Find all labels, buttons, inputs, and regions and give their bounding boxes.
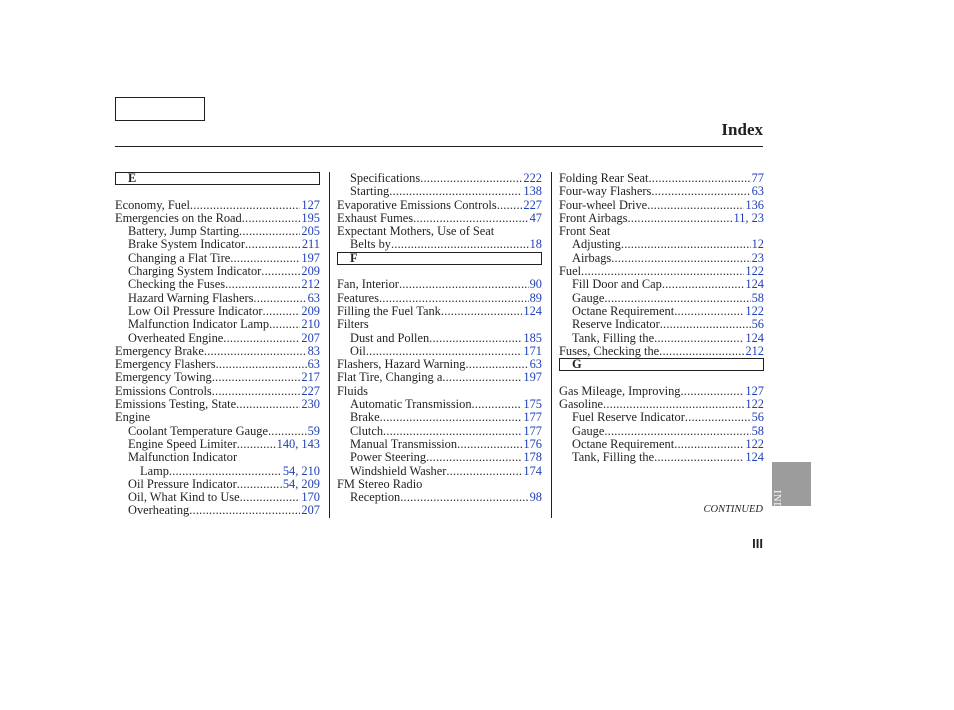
entry-term: Power Steering [350, 450, 427, 465]
column-divider [329, 172, 330, 518]
entry-term: Emergency Brake [115, 343, 204, 358]
dot-leader [628, 212, 733, 225]
index-entry[interactable] [115, 252, 320, 265]
dot-leader [581, 265, 744, 278]
entry-term: Expectant Mothers, Use of Seat [337, 224, 495, 239]
page-link[interactable]: 178 [523, 450, 542, 465]
dot-leader [648, 172, 750, 185]
page-link[interactable]: 59 [307, 423, 320, 438]
page-link[interactable]: 124 [523, 303, 542, 318]
entry-term: Front Seat [559, 224, 611, 239]
index-entry [559, 225, 764, 238]
entry-term: Front Airbags [559, 210, 628, 225]
dot-leader [389, 185, 522, 198]
side-tab-label: INDEX [771, 490, 782, 526]
entry-term: Engine [115, 410, 151, 425]
page-link[interactable]: 212 [745, 343, 764, 358]
entry-term: Low Oil Pressure Indicator [128, 303, 263, 318]
index-entry[interactable] [115, 345, 320, 358]
entry-term: Automatic Transmission [350, 397, 472, 412]
dot-leader [261, 265, 300, 278]
index-entry[interactable] [115, 292, 320, 305]
entry-term: Oil, What Kind to Use [128, 490, 240, 505]
index-entry [337, 478, 542, 491]
page-link[interactable]: 83 [307, 343, 320, 358]
index-entry[interactable] [559, 278, 764, 291]
index-entry[interactable] [337, 438, 542, 451]
index-entry[interactable] [337, 292, 542, 305]
index-entry[interactable] [559, 318, 764, 331]
page-link[interactable]: 122 [745, 264, 764, 279]
entry-term: Features [337, 290, 379, 305]
dot-leader [442, 371, 522, 384]
dot-leader [204, 345, 307, 358]
dot-leader [239, 225, 300, 238]
dot-leader [446, 465, 522, 478]
entry-term: Overheated Engine [128, 330, 224, 345]
entry-term: Exhaust Fumes [337, 210, 414, 225]
entry-term: Tank, Filling the [572, 450, 655, 465]
entry-term: Emissions Testing, State [115, 397, 237, 412]
page-link[interactable]: 23 [751, 250, 764, 265]
page-link[interactable]: 207 [301, 330, 320, 345]
page-link[interactable]: 127 [301, 197, 320, 212]
index-column-2 [337, 172, 542, 504]
index-entry[interactable] [115, 425, 320, 438]
dot-leader [190, 199, 301, 212]
entry-term: Gauge [572, 290, 605, 305]
index-entry[interactable] [559, 425, 764, 438]
dot-leader [245, 238, 301, 251]
index-entry[interactable] [559, 332, 764, 345]
entry-term: Four-way Flashers [559, 184, 652, 199]
column-divider [551, 172, 552, 518]
index-entry[interactable] [337, 371, 542, 384]
dot-leader [379, 292, 529, 305]
page-link[interactable]: 174 [523, 463, 542, 478]
entry-term: Tank, Filling the [572, 330, 655, 345]
dot-leader [426, 451, 522, 464]
page-link[interactable]: 227 [301, 383, 320, 398]
index-entry[interactable] [559, 345, 764, 358]
index-column-3 [559, 172, 764, 465]
page-link[interactable]: 171 [523, 343, 542, 358]
index-entry[interactable] [337, 451, 542, 464]
entry-term: Gasoline [559, 397, 604, 412]
entry-term: Malfunction Indicator [128, 450, 238, 465]
page-link[interactable]: 58 [751, 290, 764, 305]
page-link[interactable]: 63 [529, 357, 542, 372]
index-entry[interactable] [115, 318, 320, 331]
page-link[interactable]: 63 [307, 290, 320, 305]
section-header: G [559, 358, 764, 371]
dot-leader [497, 199, 523, 212]
dot-leader [189, 504, 300, 517]
index-entry[interactable] [337, 172, 542, 185]
index-entry[interactable] [337, 411, 542, 424]
dot-leader [399, 278, 529, 291]
entry-term: Flashers, Hazard Warning [337, 357, 466, 372]
page-link[interactable]: 124 [745, 450, 764, 465]
index-side-tab[interactable] [771, 462, 811, 526]
page-link[interactable]: 56 [751, 410, 764, 425]
entry-term: Folding Rear Seat [559, 171, 649, 185]
dot-leader [674, 438, 744, 451]
dot-leader [611, 252, 750, 265]
dot-leader [169, 465, 282, 478]
page-link[interactable]: 122 [745, 436, 764, 451]
page-link[interactable]: 197 [301, 250, 320, 265]
entry-term: Oil [350, 343, 366, 358]
section-header: F [337, 252, 542, 265]
dot-leader [240, 491, 301, 504]
page-link[interactable]: 177 [523, 423, 542, 438]
page-link[interactable]: 12 [751, 237, 764, 252]
index-entry [337, 225, 542, 238]
continued-label: CONTINUED [703, 504, 763, 515]
entry-term: Airbags [572, 250, 612, 265]
index-entry [115, 451, 320, 464]
entry-term: Gas Mileage, Improving [559, 383, 681, 398]
dot-leader [391, 238, 529, 251]
page-link[interactable]: 122 [745, 303, 764, 318]
dot-leader [647, 199, 744, 212]
page-link[interactable]: 175 [523, 397, 542, 412]
index-entry [337, 318, 542, 331]
index-entry[interactable] [115, 385, 320, 398]
index-entry[interactable] [337, 425, 542, 438]
index-entry[interactable] [559, 212, 764, 225]
index-entry[interactable] [115, 465, 320, 478]
dot-leader [236, 398, 300, 411]
dot-leader [268, 425, 307, 438]
entry-term: Flat Tire, Changing a [337, 370, 443, 385]
page-link[interactable]: 195 [301, 210, 320, 225]
entry-term: Charging System Indicator [128, 264, 262, 279]
page-link[interactable]: 89 [529, 290, 542, 305]
dot-leader [604, 425, 750, 438]
dot-leader [413, 212, 529, 225]
entry-term: Brake [350, 410, 380, 425]
index-entry[interactable] [115, 238, 320, 251]
entry-term: Starting [350, 184, 390, 199]
entry-term: Economy, Fuel [115, 197, 190, 212]
index-entry[interactable] [559, 172, 764, 185]
entry-term: Fan, Interior [337, 277, 399, 292]
entry-term: Hazard Warning Flashers [128, 290, 254, 305]
entry-term: Malfunction Indicator Lamp [128, 317, 270, 332]
dot-leader [380, 411, 523, 424]
dot-leader [237, 478, 282, 491]
page-link[interactable]: 122 [745, 397, 764, 412]
dot-leader [659, 345, 744, 358]
index-entry[interactable] [559, 411, 764, 424]
dot-leader [242, 212, 301, 225]
contents-link-box[interactable] [115, 97, 205, 121]
index-entry[interactable] [115, 438, 320, 451]
index-entry[interactable] [559, 385, 764, 398]
entry-term: Oil Pressure Indicator [128, 476, 237, 491]
entry-term: Filters [337, 317, 369, 332]
page-link[interactable]: 58 [751, 423, 764, 438]
dot-leader [400, 491, 528, 504]
entry-term: Manual Transmission [350, 436, 458, 451]
entry-term: Windshield Washer [350, 463, 447, 478]
index-column-1 [115, 172, 320, 518]
entry-term: Battery, Jump Starting [128, 224, 240, 239]
dot-leader [237, 438, 276, 451]
entry-term: Specifications [350, 171, 421, 185]
dot-leader [263, 305, 301, 318]
index-entry[interactable] [559, 185, 764, 198]
entry-term: Emergencies on the Road [115, 210, 242, 225]
dot-leader [651, 185, 750, 198]
dot-leader [457, 438, 522, 451]
index-entry[interactable] [559, 438, 764, 451]
index-entry[interactable] [559, 238, 764, 251]
dot-leader [223, 332, 300, 345]
page-link[interactable]: 54, 210 [282, 463, 320, 478]
entry-term: Evaporative Emissions Controls [337, 197, 497, 212]
dot-leader [216, 358, 307, 371]
dot-leader [680, 385, 744, 398]
index-entry [115, 411, 320, 424]
entry-term: Fluids [337, 383, 368, 398]
index-entry[interactable] [115, 371, 320, 384]
index-entry[interactable] [337, 332, 542, 345]
entry-term: Fuel Reserve Indicator [572, 410, 685, 425]
page-link[interactable]: 210 [301, 317, 320, 332]
index-entry[interactable] [115, 358, 320, 371]
index-entry[interactable] [559, 252, 764, 265]
page-link[interactable]: 124 [745, 330, 764, 345]
page-link[interactable]: 56 [751, 317, 764, 332]
index-entry[interactable] [559, 199, 764, 212]
page-link[interactable]: 47 [529, 210, 542, 225]
entry-term: Lamp [140, 463, 169, 478]
page-link[interactable]: 170 [301, 490, 320, 505]
page-link[interactable]: 176 [523, 436, 542, 451]
dot-leader [383, 425, 522, 438]
page-link[interactable]: 205 [301, 224, 320, 239]
index-entry[interactable] [337, 238, 542, 251]
index-entry[interactable] [115, 199, 320, 212]
dot-leader [604, 292, 750, 305]
entry-term: Brake System Indicator [128, 237, 245, 252]
entry-term: Checking the Fuses [128, 277, 226, 292]
dot-leader [685, 411, 751, 424]
entry-term: FM Stereo Radio [337, 476, 423, 491]
index-entry[interactable] [337, 345, 542, 358]
index-entry[interactable] [115, 398, 320, 411]
index-entry[interactable] [559, 305, 764, 318]
dot-leader [472, 398, 523, 411]
page-link[interactable]: 207 [301, 503, 320, 518]
section-header: E [115, 172, 320, 185]
page-link[interactable]: 209 [301, 264, 320, 279]
page-title: Index [721, 120, 763, 139]
title-rule [115, 146, 763, 147]
dot-leader [603, 398, 744, 411]
page-link[interactable]: 227 [523, 197, 542, 212]
dot-leader [420, 172, 522, 185]
entry-term: Gauge [572, 423, 605, 438]
dot-leader [654, 332, 744, 345]
entry-term: Changing a Flat Tire [128, 250, 231, 265]
entry-term: Reception [350, 490, 401, 505]
dot-leader [212, 371, 301, 384]
page-link[interactable]: 211 [301, 237, 320, 252]
page-link[interactable]: 230 [301, 397, 320, 412]
page-link[interactable]: 222 [523, 171, 542, 185]
index-entry [337, 385, 542, 398]
entry-term: Fill Door and Cap [572, 277, 662, 292]
index-entry[interactable] [559, 398, 764, 411]
page-link[interactable]: 212 [301, 277, 320, 292]
index-entry[interactable] [559, 265, 764, 278]
page-link[interactable]: 177 [523, 410, 542, 425]
entry-term: Four-wheel Drive [559, 197, 648, 212]
index-entry[interactable] [115, 212, 320, 225]
page-link[interactable]: 197 [523, 370, 542, 385]
entry-term: Filling the Fuel Tank [337, 303, 441, 318]
dot-leader [621, 238, 751, 251]
entry-term: Emissions Controls [115, 383, 212, 398]
index-entry[interactable] [115, 504, 320, 517]
page-link[interactable]: 138 [523, 184, 542, 199]
page-link[interactable]: 18 [529, 237, 542, 252]
page-link[interactable]: 63 [307, 357, 320, 372]
index-entry[interactable] [559, 451, 764, 464]
dot-leader [269, 318, 300, 331]
index-entry[interactable] [115, 332, 320, 345]
entry-term: Emergency Flashers [115, 357, 216, 372]
page-link[interactable]: 127 [745, 383, 764, 398]
dot-leader [366, 345, 523, 358]
dot-leader [429, 332, 522, 345]
entry-term: Fuel [559, 264, 582, 279]
index-entry[interactable] [337, 185, 542, 198]
entry-term: Coolant Temperature Gauge [128, 423, 268, 438]
entry-term: Octane Requirement [572, 436, 675, 451]
page-link[interactable]: 217 [301, 370, 320, 385]
entry-term: Fuses, Checking the [559, 343, 660, 358]
page-link[interactable]: 98 [529, 490, 542, 505]
entry-term: Dust and Pollen [350, 330, 430, 345]
index-entry[interactable] [337, 212, 542, 225]
index-entry[interactable] [115, 265, 320, 278]
index-entry[interactable] [337, 491, 542, 504]
dot-leader [674, 305, 744, 318]
page-number: III [752, 536, 763, 551]
page-link[interactable]: 77 [751, 171, 764, 185]
entry-term: Octane Requirement [572, 303, 675, 318]
entry-term: Emergency Towing [115, 370, 212, 385]
entry-term: Belts by [350, 237, 391, 252]
index-entry[interactable] [115, 278, 320, 291]
page-link[interactable]: 11, 23 [733, 210, 764, 225]
page-link[interactable]: 140, 143 [276, 436, 320, 451]
page-link[interactable]: 185 [523, 330, 542, 345]
index-entry[interactable] [337, 358, 542, 371]
page-link[interactable]: 90 [529, 277, 542, 292]
index-entry[interactable] [559, 292, 764, 305]
index-entry[interactable] [337, 305, 542, 318]
dot-leader [230, 252, 300, 265]
index-entry[interactable] [337, 199, 542, 212]
index-entry[interactable] [115, 305, 320, 318]
dot-leader [466, 358, 529, 371]
index-entry[interactable] [337, 465, 542, 478]
dot-leader [441, 305, 523, 318]
dot-leader [225, 278, 300, 291]
entry-term: Clutch [350, 423, 384, 438]
dot-leader [662, 278, 745, 291]
index-entry[interactable] [115, 478, 320, 491]
entry-term: Adjusting [572, 237, 621, 252]
index-entry[interactable] [337, 398, 542, 411]
dot-leader [212, 385, 301, 398]
dot-leader [253, 292, 306, 305]
dot-leader [660, 318, 751, 331]
index-entry[interactable] [337, 278, 542, 291]
index-entry[interactable] [115, 491, 320, 504]
entry-term: Reserve Indicator [572, 317, 660, 332]
dot-leader [654, 451, 744, 464]
index-entry[interactable] [115, 225, 320, 238]
page-link[interactable]: 63 [751, 184, 764, 199]
entry-term: Overheating [128, 503, 190, 518]
page-link[interactable]: 209 [301, 303, 320, 318]
page-link[interactable]: 136 [745, 197, 764, 212]
entry-term: Engine Speed Limiter [128, 436, 237, 451]
page-link[interactable]: 54, 209 [282, 476, 320, 491]
page-link[interactable]: 124 [745, 277, 764, 292]
